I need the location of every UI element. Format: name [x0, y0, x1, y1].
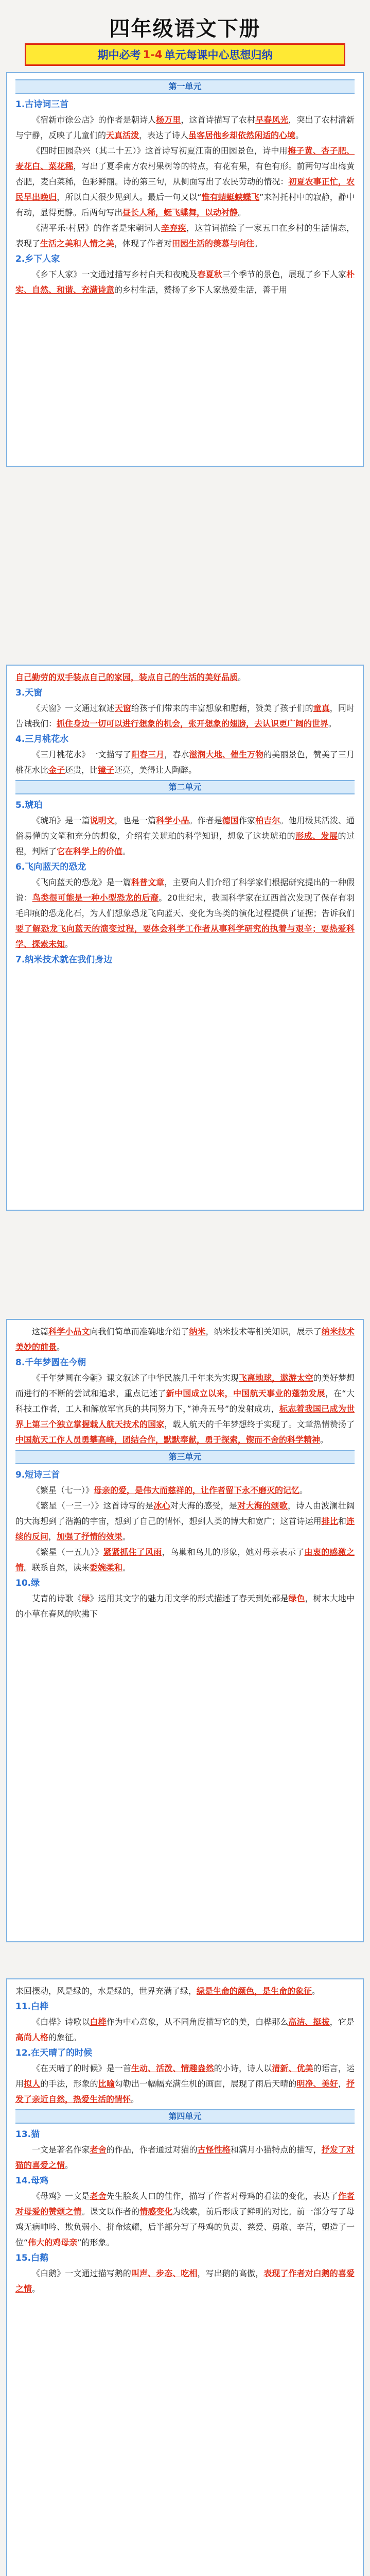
- lesson-summary-9a: [15, 1483, 355, 1498]
- lesson-summary-15: [15, 2266, 355, 2297]
- body-text: 。作者是: [189, 816, 222, 825]
- content-card-1: [6, 72, 364, 467]
- body-text: 向我们简单而准确地介绍了: [90, 1327, 189, 1336]
- unit-heading-1: 第一单元: [15, 79, 355, 94]
- body-text: 。: [122, 846, 131, 856]
- unit-heading-4: 第四单元: [15, 2109, 355, 2124]
- subtitle-range: 1-4: [143, 48, 163, 61]
- lesson-title-10: 10.绿: [15, 1578, 40, 1588]
- body-text: 作家: [238, 816, 256, 825]
- body-text: 《琥珀》是一篇: [32, 816, 90, 825]
- key-phrase: 标志着我国已成为世界上第三个独立掌握载人航天技术的国家: [15, 1404, 355, 1429]
- body-text: ，诗人由波澜壮阔的大海想到了浩瀚的宇宙，想到了自己的情怀，想到人类的博大和宽广；这首诗运用: [15, 1501, 355, 1526]
- body-text: 的语言，运用: [15, 2063, 355, 2089]
- key-phrase: 连续的反问: [15, 1516, 355, 1541]
- key-phrase: 天真活泼: [106, 130, 139, 140]
- key-phrase: 田园生活的羡慕与向往: [172, 239, 255, 248]
- key-phrase: 滋润大地、催生万物: [189, 750, 264, 759]
- key-phrase: 拟人: [24, 2079, 41, 2089]
- lesson-title-13: 13.猫: [15, 2129, 40, 2140]
- key-phrase: 古怪性格: [197, 2145, 231, 2155]
- key-phrase: 早春风光: [255, 115, 289, 125]
- body-text: 还贵，比: [65, 765, 98, 775]
- key-phrase: 说明文: [90, 816, 115, 825]
- key-phrase: 由衷的感激之情: [15, 1547, 355, 1572]
- lesson-title-6: 6.飞向蓝天的恐龙: [15, 862, 86, 872]
- body-text: 的作品，作者通过对猫的: [106, 2145, 198, 2155]
- key-phrase: 镜子: [98, 765, 115, 775]
- body-text: 《三月桃花水》一文描写了: [32, 750, 131, 759]
- lesson-summary-10-cont: [15, 1984, 355, 1999]
- key-phrase: 形成、发展: [295, 831, 338, 841]
- body-text: 《清平乐·村居》的作者是宋朝词人: [32, 223, 161, 233]
- body-text: 对大海的感受，是: [170, 1501, 238, 1511]
- key-phrase: 叫声、步态、吃相: [131, 2268, 198, 2278]
- content-card-4: [6, 1978, 364, 2576]
- body-text: 还亮，美得让人陶醉。: [114, 765, 197, 775]
- body-text: ，主要向人们介绍了科学家们根据研究提出的一种假说：: [15, 877, 355, 903]
- lesson-summary-5: [15, 813, 355, 859]
- key-phrase: 阳春三月: [131, 750, 165, 759]
- key-phrase: 它在科学上的价值: [57, 846, 123, 856]
- body-text: 的美好梦想而进行的不断的尝试和追求，重点记述了: [15, 1373, 355, 1398]
- body-text: 。: [65, 2160, 74, 2170]
- key-phrase: 冰心: [153, 1501, 170, 1511]
- body-text: 来回摆动，风是绿的，水是绿的，世界充满了绿，: [15, 1986, 197, 1996]
- lesson-title-9: 9.短诗三首: [15, 1470, 60, 1480]
- body-text: 。: [238, 208, 246, 217]
- body-text: ”的形象。: [77, 2238, 115, 2247]
- key-phrase: 惟有蜻蜓蛱蝶飞: [201, 192, 260, 202]
- lesson-summary-3: [15, 701, 355, 732]
- content-card-3: [6, 1319, 364, 1942]
- body-text: ，体现了作者对: [114, 239, 172, 248]
- key-phrase: 天窗: [114, 703, 131, 713]
- key-phrase: 对大海的颂歌: [237, 1501, 288, 1511]
- body-text: 。: [254, 239, 263, 248]
- key-phrase: 绿: [81, 1594, 90, 1603]
- key-phrase: 情感变化: [139, 2207, 173, 2216]
- key-phrase: 绿是生命的颜色，是生命的象征: [197, 1986, 312, 1996]
- key-phrase: 杨万里: [156, 115, 181, 125]
- body-text: 一文是著名作家: [32, 2145, 90, 2155]
- body-text: ，: [338, 2079, 346, 2089]
- body-text: ，这首词描绘了一家五口在乡村的生活情态，表现了: [15, 223, 355, 248]
- lesson-summary-12: [15, 2061, 355, 2107]
- key-phrase: 生动、活泼、情趣盎然: [131, 2063, 214, 2073]
- lesson-title-3: 3.天窗: [15, 688, 43, 698]
- body-text: 。课文以作者的: [81, 2207, 140, 2216]
- subtitle-prefix: 期中必考: [97, 49, 141, 61]
- key-phrase: 辛弃疾: [161, 223, 187, 233]
- unit-heading-2: 第二单元: [15, 780, 355, 794]
- body-text: 。: [65, 939, 74, 949]
- lesson-summary-4: [15, 747, 355, 778]
- key-phrase: 纳米: [189, 1327, 206, 1336]
- lesson-summary-1a: [15, 112, 355, 143]
- body-text: 《天窗》一文通过叙述: [32, 703, 115, 713]
- lesson-summary-8: [15, 1370, 355, 1448]
- key-phrase: 昼长人稀，蜓飞蝶舞，以动衬静: [122, 208, 238, 217]
- lesson-title-14: 14.母鸡: [15, 2176, 49, 2186]
- lesson-summary-13: [15, 2142, 355, 2173]
- body-text: 《繁星（一五九）》: [32, 1547, 103, 1557]
- page-title: 四年级语文下册: [109, 17, 261, 41]
- body-text: ，突出了农村清新与宁静，反映了儿童们的: [15, 115, 355, 140]
- body-text: 的象征。: [48, 2032, 82, 2042]
- body-text: 艾青的诗歌《: [32, 1594, 82, 1603]
- key-phrase: 紧紧抓住了风雨: [103, 1547, 162, 1557]
- key-phrase: 鸟类很可能是一种小型恐龙的后裔: [32, 893, 159, 903]
- key-phrase: 明净、美好: [296, 2079, 338, 2089]
- key-phrase: 表现了作者对白鹅的喜爱之情: [15, 2268, 355, 2294]
- key-phrase: 科学小品文: [48, 1327, 90, 1336]
- lesson-title-15: 15.白鹅: [15, 2253, 49, 2263]
- body-text: 的小诗，诗人以: [214, 2063, 272, 2073]
- key-phrase: 清新、优美: [272, 2063, 313, 2073]
- key-phrase: 抓住身边一切可以进行想象的机会，张开想象的翅膀，去认识更广阔的世界: [57, 719, 329, 728]
- lesson-summary-10: [15, 1591, 355, 1622]
- body-text: ，写出了夏季南方农村果树等的特点，有花有果，有色有形。前两句写出梅黄杏肥，麦白菜稀，色彩鲜丽。诗的第三句，从侧面写出了农民劳动的情况：: [15, 161, 355, 187]
- key-phrase: 童真: [313, 703, 330, 713]
- lesson-summary-1b: [15, 143, 355, 221]
- key-phrase: 高尚人格: [15, 2032, 49, 2042]
- lesson-summary-2: [15, 267, 355, 298]
- key-phrase: 要了解恐龙飞向蓝天的演变过程，要体会科学工作者从事科学研究的执着与艰辛；要热爱科学、探索未知: [15, 924, 355, 949]
- body-text: 。: [131, 2094, 139, 2104]
- body-text: ，载人航天的千年梦想终于实现了。文章热情赞扬了: [164, 1419, 355, 1429]
- key-phrase: 德国: [222, 816, 239, 825]
- body-text: 给孩子们带来的丰富想象和慰藉，赞美了孩子们的: [131, 703, 313, 713]
- body-text: 的美丽景色，赞美了三月桃花水比: [15, 750, 355, 775]
- key-phrase: 抒发了亲近自然，热爱生活的情怀: [15, 2079, 355, 2104]
- body-text: 。: [32, 2284, 41, 2294]
- key-phrase: 纳米技术美妙的前景: [15, 1327, 355, 1352]
- body-text: ，春水: [164, 750, 189, 759]
- lesson-summary-14: [15, 2189, 355, 2250]
- body-text: ，这首诗描写了农村: [181, 115, 256, 125]
- body-text: 。: [320, 1435, 329, 1445]
- key-phrase: 老舍: [90, 2145, 107, 2155]
- key-phrase: 委婉柔和: [90, 1563, 123, 1572]
- body-text: 《母鸡》一文是: [32, 2191, 90, 2201]
- body-text: 勾勒出一幅幅充满生机的画面，展现了雨后天晴的: [114, 2079, 297, 2089]
- lesson-title-11: 11.白桦: [15, 2002, 49, 2012]
- unit-heading-3: 第三单元: [15, 1450, 355, 1464]
- body-text: ，写出鹅的高傲，: [197, 2268, 264, 2278]
- body-text: 。: [122, 1532, 131, 1541]
- key-phrase: 绿色: [288, 1594, 305, 1603]
- lesson-title-4: 4.三月桃花水: [15, 734, 69, 744]
- body-text: 为线索，前后形成了鲜明的对比。前一部分写了母鸡无病呻吟、欺负弱小、拼命炫耀，后半部分写了母鸡的负责、慈爱、勇敢、辛苦，塑造了一位“: [15, 2207, 355, 2247]
- body-text: 。: [312, 1986, 321, 1996]
- lesson-title-1: 1.古诗词三首: [15, 99, 69, 110]
- body-text: 和: [338, 1516, 346, 1526]
- key-phrase: 金子: [48, 765, 65, 775]
- body-text: 《繁星（一三一）》这首诗写的是: [32, 1501, 154, 1511]
- body-text: ，表达了诗人: [139, 130, 189, 140]
- body-text: 《在天晴了的时候》是一首: [32, 2063, 131, 2073]
- body-text: ，: [48, 1532, 57, 1541]
- body-text: 《乡下人家》一文通过描写乡村白天和夜晚及: [32, 269, 198, 279]
- body-text: 。: [295, 130, 304, 140]
- body-text: ，鸟巢和鸟儿的形象，她对母亲表示了: [162, 1547, 305, 1557]
- subtitle-suffix: 单元每课中心思想归纳: [164, 49, 273, 61]
- body-text: 。联系自然，读来: [24, 1563, 90, 1572]
- key-phrase: 虽客居他乡却依然闲适的心境: [188, 130, 296, 140]
- lesson-title-7: 7.纳米技术就在我们身边: [15, 955, 113, 965]
- body-text: ，纳米技术等相关知识，展示了: [205, 1327, 322, 1336]
- body-text: 《四时田园杂兴（其二十五）》这首诗写初夏江南的田园景色，诗中用: [32, 146, 288, 156]
- lesson-summary-7: [15, 1324, 355, 1355]
- key-phrase: 白桦: [90, 2017, 107, 2027]
- key-phrase: 伟大的鸡母亲: [28, 2238, 78, 2247]
- body-text: 《飞向蓝天的恐龙》是一篇: [32, 877, 131, 887]
- key-phrase: 朴实、自然、和谐、充满诗意: [15, 269, 355, 295]
- key-phrase: 加强了抒情的效果: [57, 1532, 123, 1541]
- body-text: 。20世纪末，我国科学家在辽西首次发现了保存有羽毛印痕的恐龙化石，为人们想象恐龙飞向蓝天、变化为鸟类的演化过程提供了证据；告诉我们: [15, 893, 355, 918]
- key-phrase: 新中国成立以来，中国航天事业的蓬勃发展: [166, 1388, 325, 1398]
- lesson-summary-9c: [15, 1545, 355, 1575]
- body-text: 《宿新市徐公店》的作者是: [32, 115, 131, 125]
- body-text: 作为中心意象，从不同角度描写它的美，白桦那么: [106, 2017, 289, 2027]
- key-phrase: 科学小品: [156, 816, 189, 825]
- body-text: 。: [299, 1485, 308, 1495]
- key-phrase: 梅子黄、杏子肥、麦花白、菜花稀: [15, 146, 355, 171]
- key-phrase: 抒发了对猫的喜爱之情: [15, 2145, 355, 2170]
- lesson-summary-2-cont: [15, 670, 355, 685]
- key-phrase: 飞离地球，遨游太空: [238, 1373, 313, 1383]
- key-phrase: 柏吉尔: [255, 816, 280, 825]
- body-text: 。: [328, 719, 337, 728]
- body-text: ，它是: [329, 2017, 355, 2027]
- body-text: ，在“大科技工作者，工人和解放军官兵的共同努力下，”神舟五号”的发射成功，: [15, 1388, 355, 1414]
- key-phrase: 作者对母爱的赞颂之情: [15, 2191, 355, 2216]
- key-phrase: 比喻: [98, 2079, 115, 2089]
- body-text: 的手法，形象的: [40, 2079, 98, 2089]
- lesson-summary-11: [15, 2014, 355, 2045]
- body-text: 这篇: [32, 1327, 49, 1336]
- lesson-summary-9b: [15, 1498, 355, 1545]
- lesson-title-5: 5.琥珀: [15, 800, 43, 810]
- lesson-title-8: 8.千年梦圆在今朝: [15, 1358, 86, 1368]
- body-text: 》运用其文字的魅力用文学的形式描述了春天到处都是: [90, 1594, 289, 1603]
- lesson-summary-1c: [15, 221, 355, 251]
- key-phrase: 生活之美和人情之美: [40, 239, 115, 248]
- body-text: 《白桦》诗歌以: [32, 2017, 90, 2027]
- key-phrase: 中国航天工作人员勇攀高峰，团结合作，默默奉献，勇于探索，锲而不舍的科学精神: [15, 1435, 321, 1445]
- body-text: 和满月小猫特点的描写，: [230, 2145, 322, 2155]
- lesson-summary-6: [15, 875, 355, 952]
- body-text: 三个季节的景色，展现了乡下人家: [222, 269, 346, 279]
- body-text: ，也是一篇: [114, 816, 156, 825]
- body-text: 。: [57, 1342, 65, 1352]
- lesson-title-2: 2.乡下人家: [15, 254, 60, 264]
- body-text: 。: [238, 672, 246, 682]
- subtitle-banner: [25, 43, 345, 66]
- key-phrase: 高洁、挺拔: [288, 2017, 330, 2027]
- body-text: 朝诗人: [131, 115, 156, 125]
- key-phrase: 初夏农事正忙，农民早出晚归: [15, 177, 355, 202]
- key-phrase: 老舍: [90, 2191, 107, 2201]
- key-phrase: 母亲的爱，是伟大而慈祥的，让作者留下永不磨灭的记忆: [94, 1485, 300, 1495]
- key-phrase: 春夏秋: [197, 269, 222, 279]
- body-text: 《繁星（七一）》: [32, 1485, 94, 1495]
- key-phrase: 排比: [321, 1516, 338, 1526]
- key-phrase: 科普文章: [131, 877, 165, 887]
- lesson-title-12: 12.在天晴了的时候: [15, 2048, 93, 2058]
- body-text: ，所以白天很少见到人。最后一句又以“: [57, 192, 202, 202]
- body-text: ，树木大地中的小草在春风的吹拂下: [15, 1594, 355, 1619]
- key-phrase: 自己勤劳的双手装点自己的家园，装点自己的生活的美好品质: [15, 672, 238, 682]
- content-card-2: [6, 665, 364, 1211]
- body-text: 《白鹅》一文通过描写鹅的: [32, 2268, 131, 2278]
- body-text: ，同时告诫我们：: [15, 703, 355, 728]
- body-text: 先生脍炙人口的佳作，描写了作者对母鸡的看法的变化，表达了: [106, 2191, 338, 2201]
- body-text: 《千年梦圆在今朝》课文叙述了中华民族几千年来为实现: [32, 1373, 239, 1383]
- body-text: 的乡村生活，赞扬了乡下人家热爱生活，善于用: [114, 285, 288, 295]
- body-text: 的过程，判断了: [15, 831, 355, 856]
- body-text: 。: [122, 1563, 131, 1572]
- body-text: ”来衬托村中的寂静，静中有动，显得更静。后两句写出: [15, 192, 355, 217]
- body-text: 。他用极其活泼、通俗易懂的文笔和充分的想象，介绍有关琥珀的科学知识，想象了这块琥珀的: [15, 816, 355, 841]
